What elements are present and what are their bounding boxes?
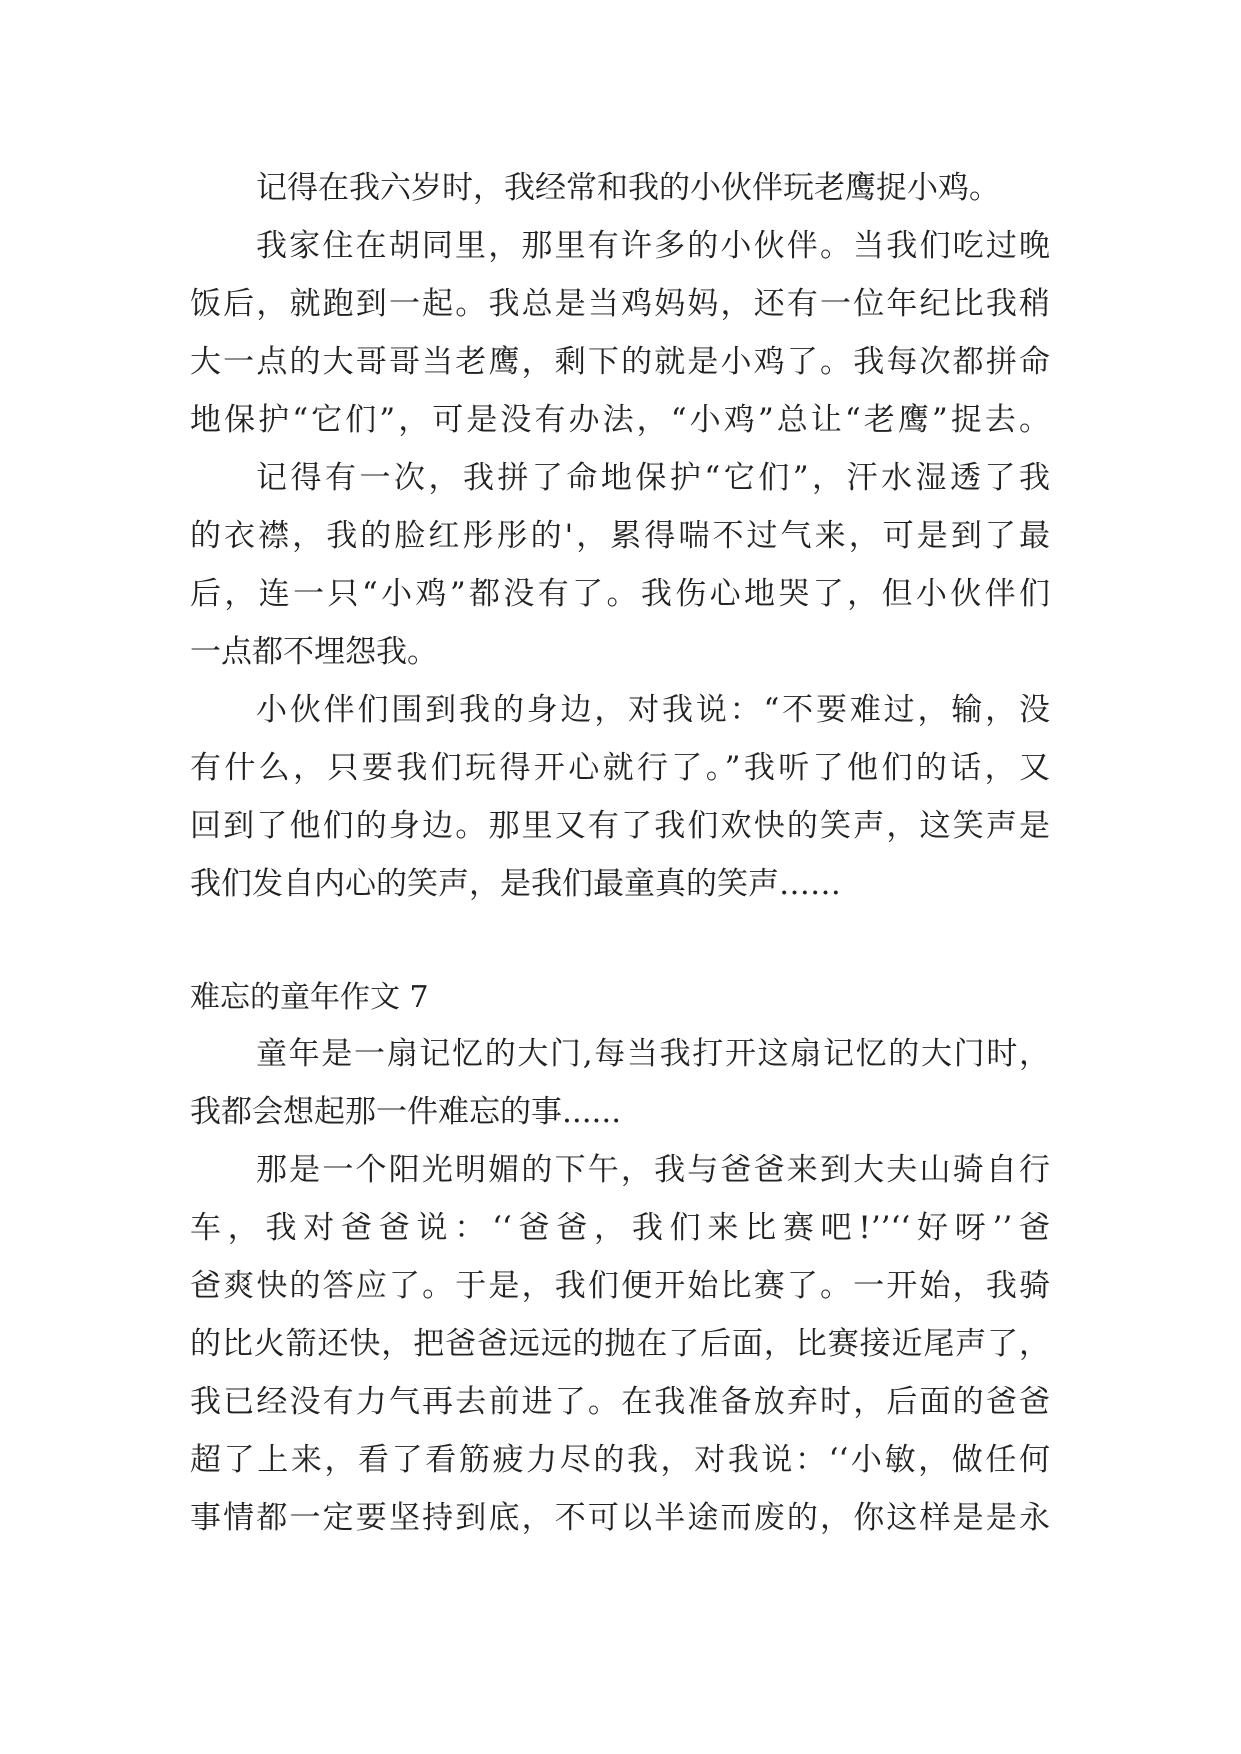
paragraph-3-line-3: 后，连一只“小鸡”都没有了。我伤心地哭了，但小伙伴们 [190, 576, 1050, 612]
paragraph-1-line-1: 记得在我六岁时，我经常和我的小伙伴玩老鹰捉小鸡。 [256, 170, 1000, 206]
paragraph-2-line-1: 我家住在胡同里，那里有许多的小伙伴。当我们吃过晚 [256, 228, 1050, 264]
paragraph-5-line-2: 我都会想起那一件难忘的事...... [190, 1094, 622, 1130]
section-title: 难忘的童年作文 7 [190, 980, 429, 1015]
paragraph-6-line-2: 车，我对爸爸说：‘‘爸爸，我们来比赛吧!’’‘‘好呀’’爸 [190, 1210, 1050, 1246]
paragraph-2-line-2: 饭后，就跑到一起。我总是当鸡妈妈，还有一位年纪比我稍 [190, 286, 1050, 322]
paragraph-6-line-3: 爸爽快的答应了。于是，我们便开始比赛了。一开始，我骑 [190, 1268, 1050, 1304]
paragraph-3-line-2: 的衣襟，我的脸红彤彤的'，累得喘不过气来，可是到了最 [190, 518, 1050, 554]
paragraph-6-line-6: 超了上来，看了看筋疲力尽的我，对我说：‘‘小敏，做任何 [190, 1442, 1050, 1478]
paragraph-4-line-2: 有什么，只要我们玩得开心就行了。”我听了他们的话，又 [190, 750, 1050, 786]
paragraph-6-line-4: 的比火箭还快，把爸爸远远的抛在了后面，比赛接近尾声了， [190, 1326, 1050, 1362]
paragraph-6-line-7: 事情都一定要坚持到底，不可以半途而废的，你这样是是永 [190, 1500, 1050, 1536]
paragraph-6-line-5: 我已经没有力气再去前进了。在我准备放弃时，后面的爸爸 [190, 1384, 1050, 1420]
paragraph-4-line-1: 小伙伴们围到我的身边，对我说：“不要难过，输，没 [256, 692, 1050, 728]
paragraph-2-line-4: 地保护“它们”，可是没有办法，“小鸡”总让“老鹰”捉去。 [190, 402, 1050, 438]
paragraph-5-line-1: 童年是一扇记忆的大门,每当我打开这扇记忆的大门时， [256, 1036, 1050, 1072]
paragraph-4-line-4: 我们发自内心的笑声，是我们最童真的笑声…… [190, 866, 841, 902]
paragraph-6-line-1: 那是一个阳光明媚的下午，我与爸爸来到大夫山骑自行 [256, 1152, 1050, 1188]
paragraph-2-line-3: 大一点的大哥哥当老鹰，剩下的就是小鸡了。我每次都拼命 [190, 344, 1050, 380]
paragraph-3-line-1: 记得有一次，我拼了命地保护“它们”，汗水湿透了我 [256, 460, 1050, 496]
paragraph-4-line-3: 回到了他们的身边。那里又有了我们欢快的笑声，这笑声是 [190, 808, 1050, 844]
paragraph-3-line-4: 一点都不埋怨我。 [190, 634, 438, 670]
